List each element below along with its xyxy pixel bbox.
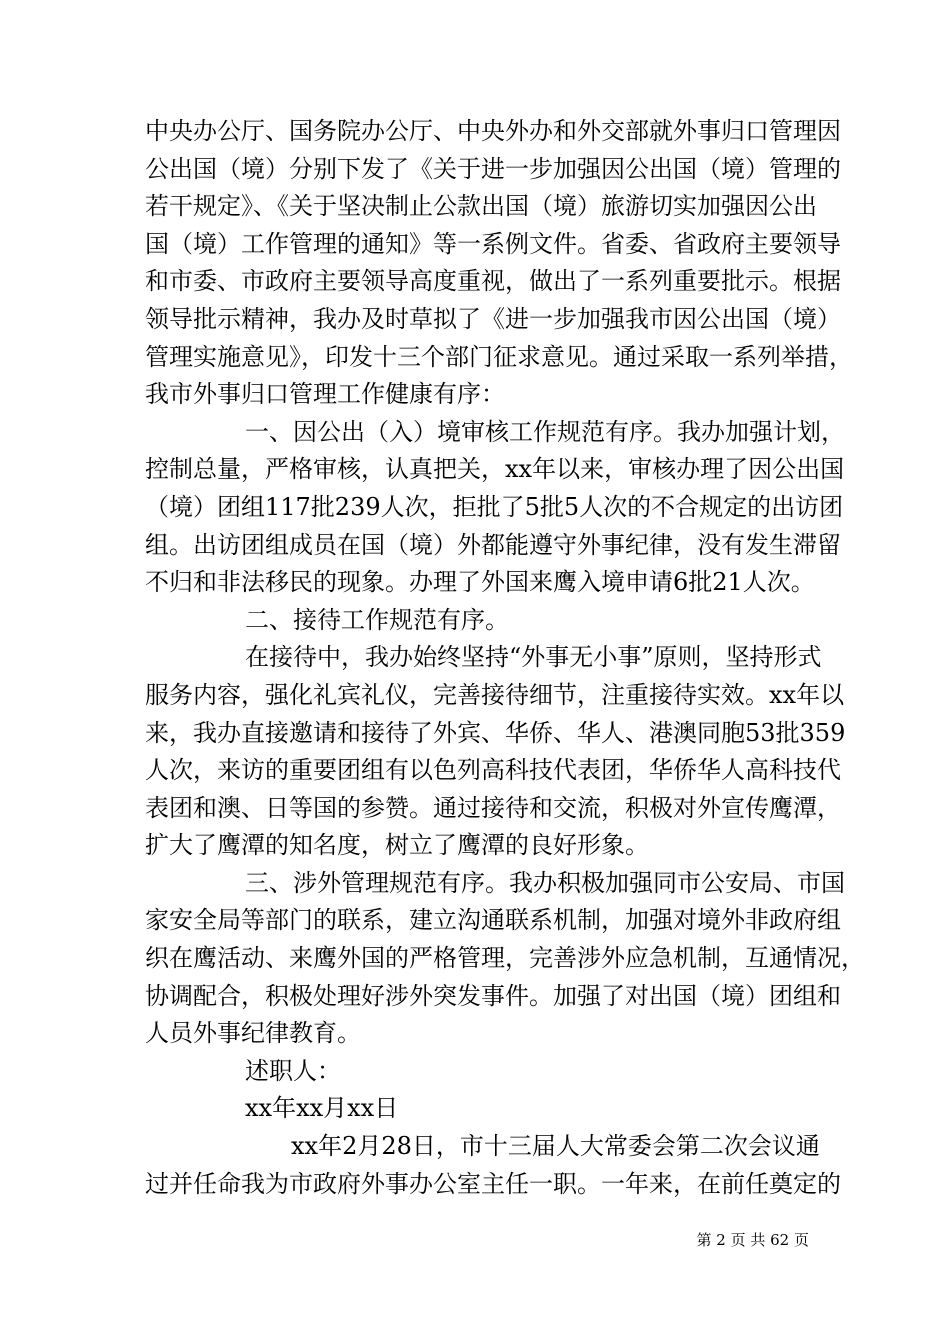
- text-line: 和市委、市政府主要领导高度重视，做出了一系列重要批示。根据: [145, 267, 841, 296]
- text-line: 协调配合，积极处理好涉外突发事件。加强了对出国（境）团组和: [145, 981, 841, 1010]
- signature-date: xx年xx月xx日: [245, 1094, 399, 1123]
- text-line: 人员外事纪律教育。: [145, 1019, 361, 1048]
- section-heading-3: 三、涉外管理规范有序。我办积极加强同市公安局、市国: [245, 868, 845, 897]
- text-line: 领导批示精神，我办及时草拟了《进一步加强我市因公出国（境）: [145, 304, 841, 333]
- page-number: 第 2 页 共 62 页: [696, 1231, 809, 1249]
- section-heading-1: 一、因公出（入）境审核工作规范有序。我办加强计划，: [245, 417, 845, 446]
- text-line: 来，我办直接邀请和接待了外宾、华侨、华人、港澳同胞53批359: [145, 718, 846, 747]
- text-line: 不归和非法移民的现象。办理了外国来鹰入境申请6批21人次。: [145, 568, 815, 597]
- text-line: 在接待中，我办始终坚持“外事无小事”原则，坚持形式: [245, 643, 822, 672]
- text-line: xx年2月28日，市十三届人大常委会第二次会议通: [291, 1132, 820, 1161]
- text-line: 组。出访团组成员在国（境）外都能遵守外事纪律，没有发生滞留: [145, 530, 841, 559]
- text-line: （境）团组117批239人次，拒批了5批5人次的不合规定的出访团: [145, 492, 844, 521]
- section-heading-2: 二、接待工作规范有序。: [245, 605, 509, 634]
- signature-label: 述职人：: [245, 1056, 341, 1085]
- text-line: 服务内容，强化礼宾礼仪，完善接待细节，注重接待实效。xx年以: [145, 680, 845, 709]
- text-line: 表团和澳、日等国的参赞。通过接待和交流，积极对外宣传鹰潭，: [145, 793, 841, 822]
- text-line: 若干规定》、《关于坚决制止公款出国（境）旅游切实加强因公出: [145, 192, 817, 221]
- text-line: 我市外事归口管理工作健康有序：: [145, 380, 505, 409]
- text-line: 扩大了鹰潭的知名度，树立了鹰潭的良好形象。: [145, 831, 649, 860]
- text-line: 人次，来访的重要团组有以色列高科技代表团，华侨华人高科技代: [145, 756, 841, 785]
- text-line: 织在鹰活动、来鹰外国的严格管理，完善涉外应急机制，互通情况，: [145, 944, 865, 973]
- text-line: 国（境）工作管理的通知》等一系例文件。省委、省政府主要领导: [145, 229, 841, 258]
- text-line: 家安全局等部门的联系，建立沟通联系机制，加强对境外非政府组: [145, 906, 841, 935]
- text-line: 控制总量，严格审核，认真把关，xx年以来，审核办理了因公出国: [145, 455, 845, 484]
- text-line: 管理实施意见》，印发十三个部门征求意见。通过采取一系列举措，: [145, 342, 853, 371]
- text-line: 中央办公厅、国务院办公厅、中央外办和外交部就外事归口管理因: [145, 117, 841, 145]
- text-line: 公出国（境）分别下发了《关于进一步加强因公出国（境）管理的: [145, 154, 841, 183]
- document-body: [145, 113, 865, 1203]
- text-line: 过并任命我为市政府外事办公室主任一职。一年来，在前任奠定的: [145, 1169, 841, 1198]
